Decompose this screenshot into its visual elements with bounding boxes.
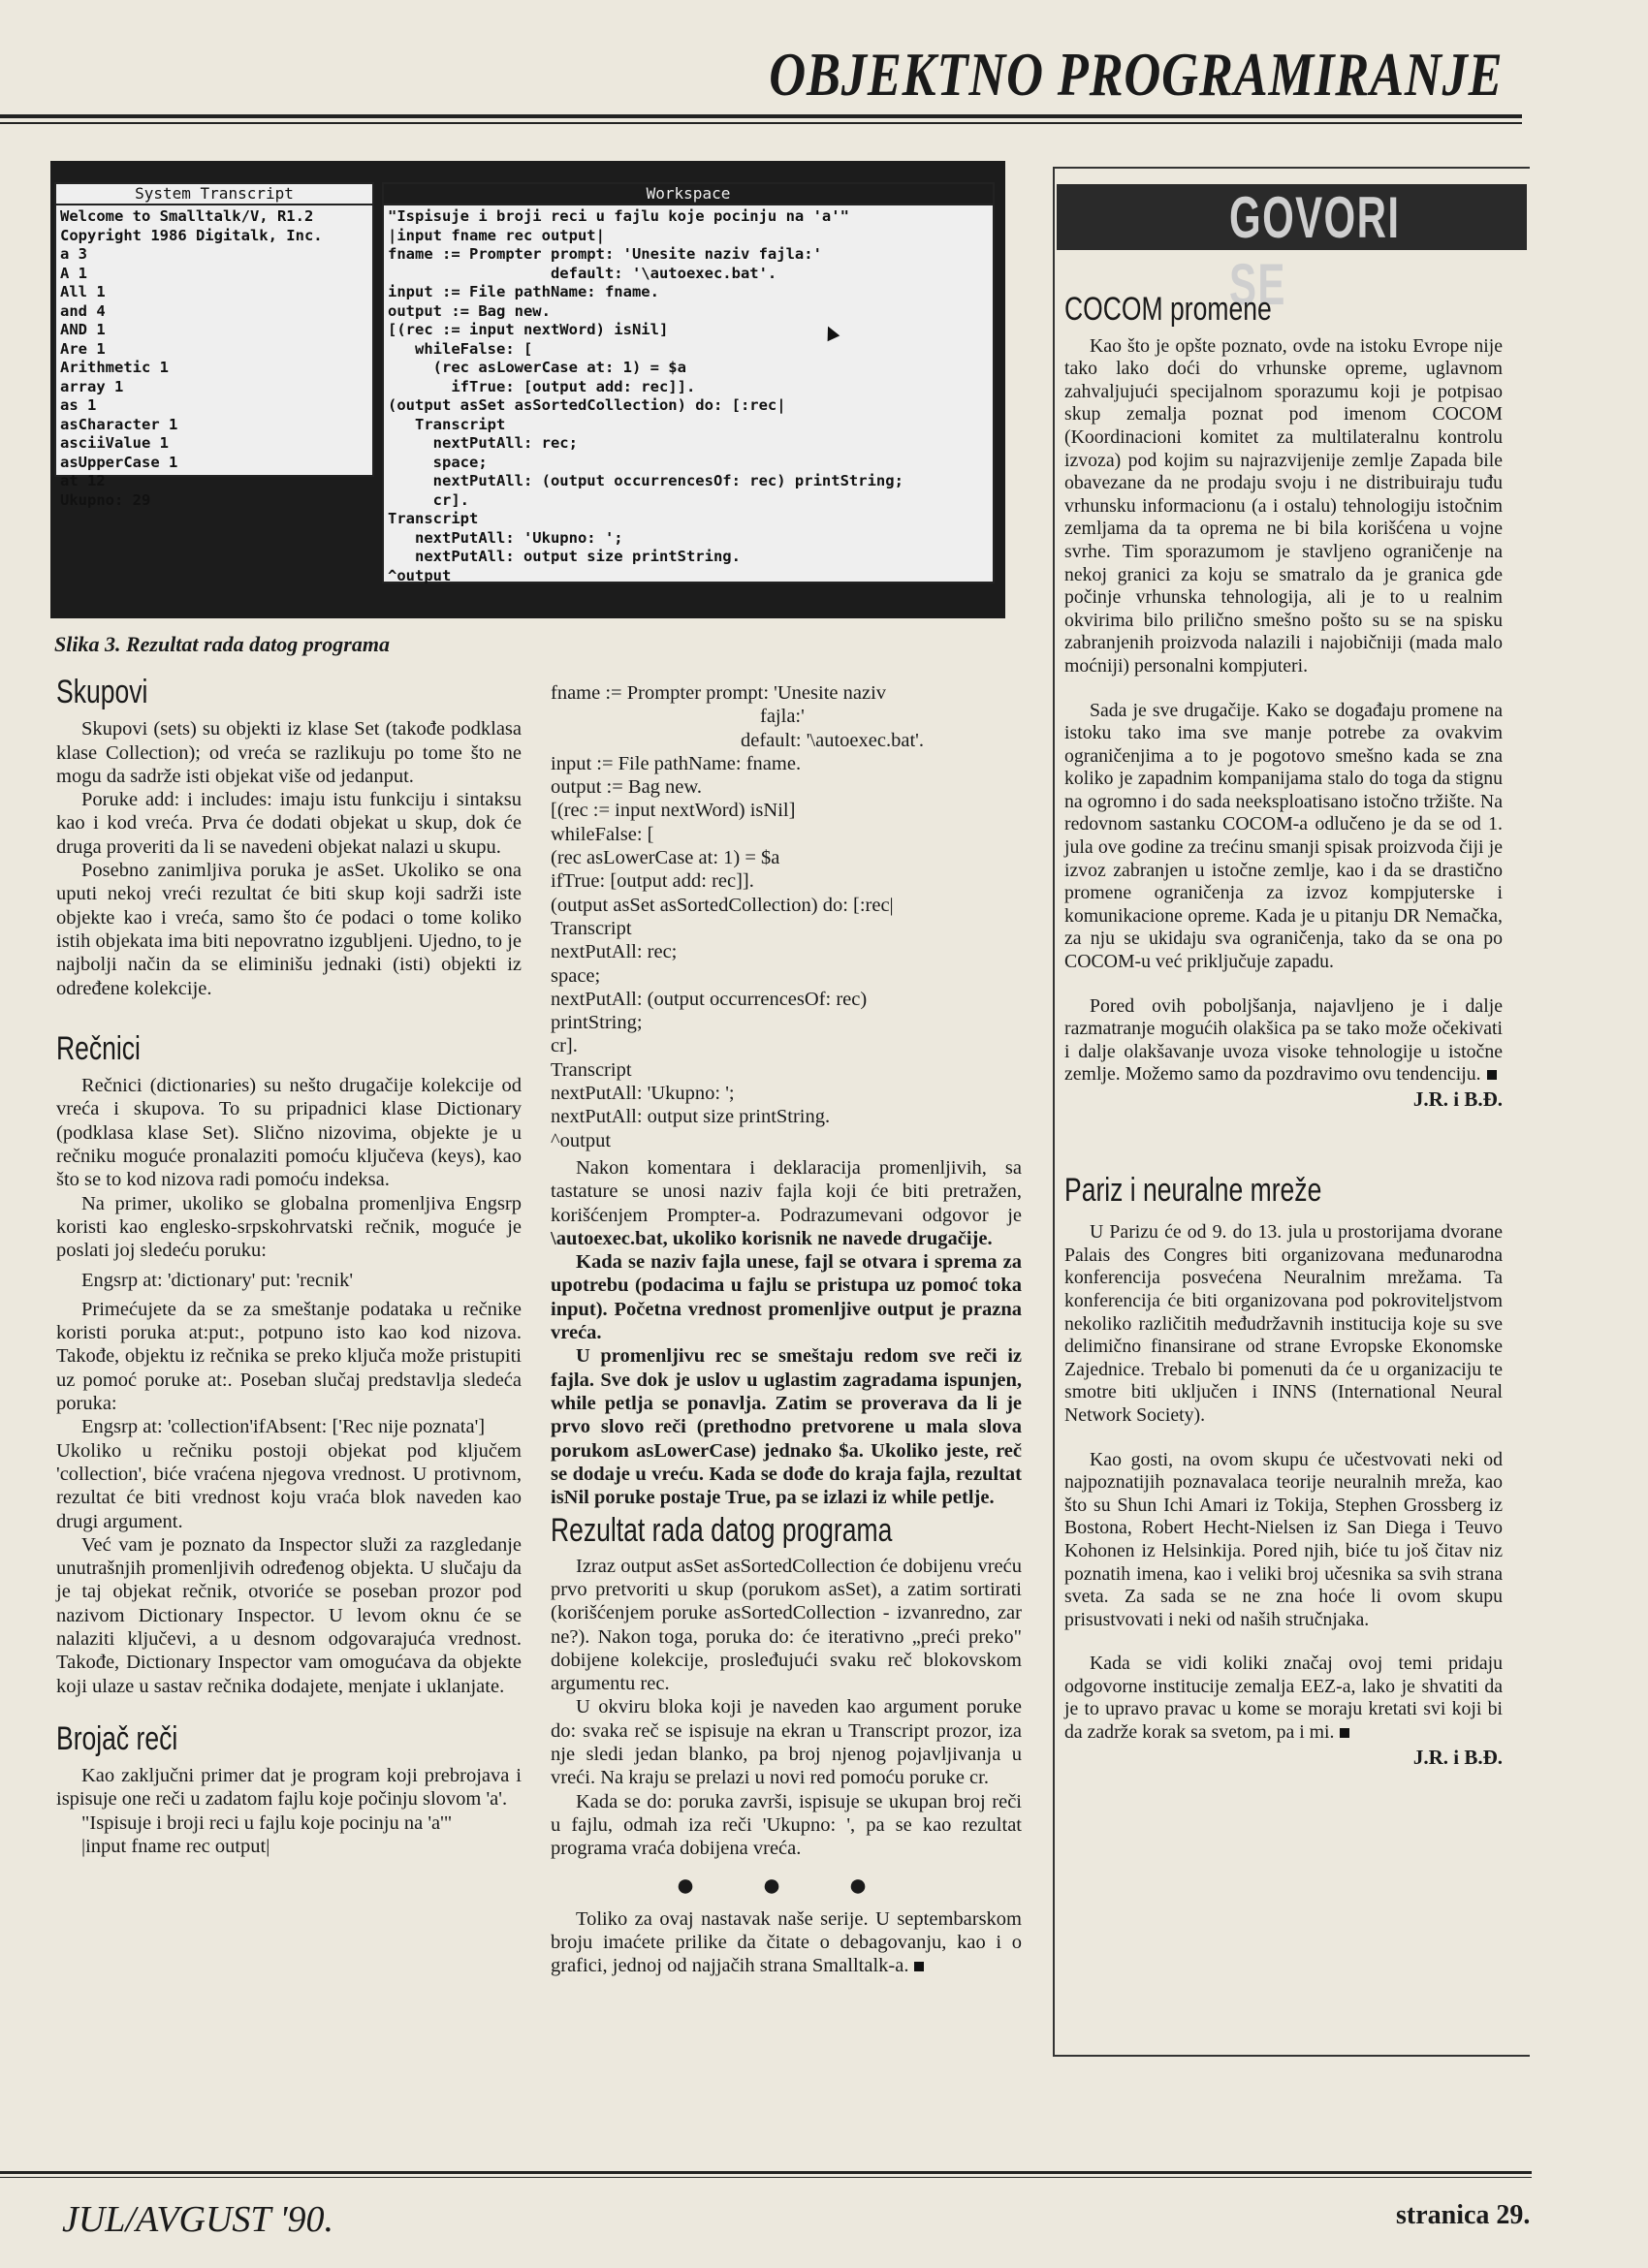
workspace-window xyxy=(382,182,995,583)
window-title: System Transcript xyxy=(56,184,372,205)
code-example: Engsrp at: 'collection'ifAbsent: ['Rec nije poznata'] xyxy=(81,1416,486,1438)
code-line: ifTrue: [output add: rec]]. xyxy=(551,870,754,893)
paragraph: Kao zaključni primer dat je program koji prebrojava i ispisuje one reči u zadatom fajlu koje počinju slovom 'a'. xyxy=(56,1765,522,1811)
column-1 xyxy=(56,674,522,1858)
paragraph: U okviru bloka koji je naveden kao argument poruke do: svaka reč se ispisuje na ekran u Transcript prozor, iza nje sledi jedan blanko, pa broj njenog pojavljivanja u vreći. Na kraju se prelazi u novi red pomoću poruke cr. xyxy=(551,1696,1022,1789)
banner-text: GOVORI SE xyxy=(1229,185,1401,317)
column-sidebar xyxy=(1064,291,1503,1769)
heading-pariz: Pariz i neuralne mreže xyxy=(1064,1171,1322,1209)
code-line: Transcript xyxy=(551,1058,632,1081)
code-listing xyxy=(551,681,1022,1152)
code-example: Engsrp at: 'dictionary' put: 'recnik' xyxy=(81,1269,354,1291)
paragraph: Kada se naziv fajla unese, fajl se otvara i sprema za upotrebu (podacima u fajlu se pristupa uz pomoć toka input). Početna vrednost promenljive output je prazna vreća. xyxy=(551,1251,1022,1344)
paragraph xyxy=(1064,995,1503,1087)
paragraph: Već vam je poznato da Inspector služi za razgledanje unutrašnjih promenljivih određenog objekta. U slučaju da je taj objekat rečnik, otvoriće se poseban prozor pod nazivom Dictionary Inspector. U levom oknu će se nalaziti ključevi, a u desnom odgovarajuća vrednost. Takođe, Dictionary Inspector vam omogućava da objekte koji ulaze u sastav rečnika dodajete, menjate i uklanjate. xyxy=(56,1533,522,1697)
author-signature: J.R. i B.Đ. xyxy=(1412,1087,1503,1111)
section-divider: ● ● ● xyxy=(675,1867,898,1904)
end-mark-icon xyxy=(914,1962,924,1971)
paragraph: Skupovi (sets) su objekti iz klase Set (takođe podklasa klase Collection); od vreća se razlikuju po tome što ne mogu da sadrže isti objekat više od jedanput. xyxy=(56,718,522,787)
paragraph: Kao što je opšte poznato, ovde na istoku Evrope nije tako lako doći do vrhunske opreme, uglavnom zahvaljujući specijalnom sporazumu koji je potpisao skup zemalja poznat pod imenom COCOM (Koordinacioni komitet za multilateralnu kontrolu izvoza) pod kojim su najrazvijenije zemlje Zapada bile obavezane da ne prodaju svoju i ne distribuiraju tuđu vrhunsku informacionu (a i ostalu) tehnologiju istočnim zemljama da ta oprema ne bi bila korišćena u vojne svrhe. Tim sporazumom je stavljeno ograničenje na nekoj granici za koju se smatralo da je granica gde počinje vrhunska tehnologija, ali je to u realnim okvirima bilo prilično smešno pošto su se na spisku zabranjenih proizvoda nalazili i najobičniji (mada malo moćniji) personalni kompjuteri. xyxy=(1064,334,1503,677)
code-line: fname := Prompter prompt: 'Unesite naziv xyxy=(551,682,887,704)
code-line: nextPutAll: 'Ukupno: '; xyxy=(551,1083,735,1105)
code-line: (rec asLowerCase at: 1) = $a xyxy=(551,847,780,869)
heading-recnici: Rečnici xyxy=(56,1029,141,1067)
text-run: Toliko za ovaj nastavak naše serije. U septembarskom broju imaćete prilike da čitate o debagovanju, kao i o grafici, jednoj od najjačih strana Smalltalk-a. xyxy=(551,1907,1022,1977)
code-line: whileFalse: [ xyxy=(551,823,654,845)
issue-date: JUL/AVGUST '90. xyxy=(62,2199,333,2240)
code-line: (output asSet asSortedCollection) do: [:rec| xyxy=(551,894,894,916)
code-line: cr]. xyxy=(551,1035,578,1057)
end-mark-icon xyxy=(1487,1070,1497,1080)
author-signature: J.R. i B.Đ. xyxy=(1412,1745,1503,1769)
header-rule xyxy=(0,122,1522,124)
paragraph: Kao gosti, na ovom skupu će učestvovati neki od najpoznatijih poznavalaca teorije neuralnih mreža, kao što su Shun Ichi Amari iz Tokija, Stephen Grossberg iz Bostona, Robert Hecht-Nielsen iz San Diega i Teuvo Kohonen iz Helsinkija. Pored njih, biće tu još čitav niz poznatih imena, kao i veliki broj učesnika sa svih strana sveta. Za sada se ne zna hoće li ovom skupu prisustvovati i neki od naših stručnjaka. xyxy=(1064,1448,1503,1630)
code-line: nextPutAll: (output occurrencesOf: rec) xyxy=(551,988,868,1010)
heading-cocom: COCOM promene xyxy=(1064,291,1272,328)
paragraph xyxy=(1064,1653,1503,1744)
header-rule xyxy=(0,114,1522,118)
paragraph: U Parizu će od 9. do 13. jula u prostorijama dvorane Palais des Congres biti organizovana međunarodna konferencija posvećena Neuralnim mrežama. Ta konferencija će biti organizovana pod pokroviteljstvom nekoliko različitih međudržavnih institucija koje su sve delimično finansirane od strane Evropske Ekonomske Zajednice. Trebalo bi pomenuti da će u organizaciju te smotre biti uključen i INNS (International Neural Network Society). xyxy=(1064,1221,1503,1426)
workspace-text: "Ispisuje i broji reci u fajlu koje pocinju na 'a'" |input fname rec output| fname := Prompter prompt: 'Unesite naziv fajla:' default: '\autoexec.bat'. input := File pathName: fname. output := Bag new. [(rec := input nextWord) isNil] whileFalse: [ (rec asLowerCase at: 1) = $a ifTrue: [output add: rec]]. (output asSet asSortedCollection) do: [:rec| Transcript nextPutAll: rec; space; nextPutAll: (output occurrencesOf: rec) printString; cr]. Transcript nextPutAll: 'Ukupno: '; nextPutAll: output size printString. ^output xyxy=(388,207,903,584)
code-line: Transcript xyxy=(551,917,632,939)
text-run: Kada se vidi koliki značaj ovoj temi pridaju odgovorne institucije zemalja EEZ-a, lako je shvatiti da je to upravo pravac u kome se moraju kretati svi koji bi da zadrže korak sa svetom, pa i mi. xyxy=(1064,1653,1503,1744)
text-run-bold: \autoexec.bat, ukoliko korisnik ne navede drugačije. xyxy=(551,1227,993,1249)
page-number: stranica 29. xyxy=(1396,2200,1531,2230)
paragraph: Ukoliko u rečniku postoji objekat pod ključem 'collection', biće vraćena njegova vrednost. U protivnom, rezultat će biti vrednost koju vraća blok naveden kao drugi argument. xyxy=(56,1439,522,1532)
end-mark-icon xyxy=(1340,1728,1349,1738)
paragraph: Kada se do: poruka završi, ispisuje se ukupan broj reči u fajlu, odmah iza reči 'Ukupno: ', pa se kao rezultat programa vraća dobijena vreća. xyxy=(551,1790,1022,1860)
window-title: Workspace xyxy=(384,184,993,205)
column-2 xyxy=(551,681,1022,1978)
text-run: Pored ovih poboljšanja, najavljeno je i dalje razmatranje mogućih olakšica pa se tako može očekivati i dalje olakšavanje uvoza visoke tehnologije u istočne zemlje. Možemo samo da pozdravimo ovu tendenciju. xyxy=(1064,994,1503,1086)
code-line: ^output xyxy=(551,1129,612,1151)
code-line: output := Bag new. xyxy=(551,776,702,799)
paragraph xyxy=(551,1907,1022,1978)
heading-skupovi: Skupovi xyxy=(56,674,148,710)
code-line: space; xyxy=(551,964,601,987)
code-line: input := File pathName: fname. xyxy=(551,752,802,774)
transcript-text: Welcome to Smalltalk/V, R1.2 Copyright 1986 Digitalk, Inc. a 3 A 1 All 1 and 4 AND 1 Are 1 Arithmetic 1 array 1 as 1 asCharacter 1 asciiValue 1 asUpperCase 1 at 12 Ukupno: 29 xyxy=(60,207,323,509)
footer-rule xyxy=(0,2177,1532,2178)
text-run: Nakon komentara i deklaracija promenljivih, sa tastature se unosi naziv fajla koji će biti pretražen, korišćenjem Prompter-a. Podrazumevani odgovor je xyxy=(551,1156,1022,1226)
code-line: [(rec := input nextWord) isNil] xyxy=(551,800,796,822)
program-screenshot xyxy=(50,161,1005,618)
code-line: nextPutAll: rec; xyxy=(551,941,678,963)
code-line: fajla:' xyxy=(760,706,805,728)
code-line: printString; xyxy=(551,1012,643,1034)
heading-rezultat: Rezultat rada datog programa xyxy=(551,1512,893,1550)
paragraph: Sada je sve drugačije. Kako se događaju promene na istoku tako ima sve manje potrebe za ovakvim ograničenjima a to je pogotovo smešno kada se zna koliko je zapadnim kompanijama stalo do toga da stignu na ogromno i do sada neeksploatisano istočno tržište. Na redovnom sastanku COCOM-a odlučeno je da se od 1. jula ove godine za trećinu smanji spisak proizvoda čiji je izvoz zabranjen u istočne zemlje, kao i da se drastično promene ograničenja za izvoz kompjuterske i komunikacione opreme. Kada je u pitanju DR Nemačka, za nju se ukidaju sva ograničenja, tako da se ona po COCOM-u već priključuje zapadu. xyxy=(1064,699,1503,973)
footer-rule xyxy=(0,2171,1532,2174)
system-transcript-window xyxy=(54,182,374,509)
paragraph: Izraz output asSet asSortedCollection će dobijenu vreću prvo pretvoriti u skup (porukom asSet), a zatim sortirati (korišćenjem poruke asSortedCollection - izvanredno, zar ne?). Nakon toga, poruka do: će iterativno „preći preko" dobijene kolekcije, prosleđujući svaku reč blokovskom argumentu rec. xyxy=(551,1555,1022,1695)
paragraph: Posebno zanimljiva poruka je asSet. Ukoliko se ona uputi nekoj vreći rezultat će biti skup koji sadrži iste objekte kao i vreća, samo što će podaci o tome koliko istih objekata ima biti nepovratno izgubljeni. Ujedno, to je najbolji način da se eliminišu jednaki (isti) objekti iz određene kolekcije. xyxy=(56,860,522,999)
paragraph: Na primer, ukoliko se globalna promenljiva Engsrp koristi kao englesko-srpskohrvatski rečnik, moguće je poslati joj sledeću poruku: xyxy=(56,1192,522,1262)
heading-brojac-reci: Brojač reči xyxy=(56,1719,178,1757)
section-title: OBJEKTNO PROGRAMIRANJE xyxy=(768,40,1503,109)
code-line: nextPutAll: output size printString. xyxy=(551,1106,831,1128)
paragraph: U promenljivu rec se smeštaju redom sve reči iz fajla. Sve dok je uslov u uglastim zagradama ispunjen, while petlja se ponavlja. Zatim se proverava da li je prvo slovo reči (prethodno pretvorene u mala slova porukom asLowerCase) jednako $a. Ukoliko jeste, reč se dodaje u vreću. Kada se dođe do kraja fajla, rezultat isNil poruke postaje True, pa se izlazi iz while petlje. xyxy=(551,1345,1022,1509)
paragraph: Primećujete da se za smeštanje podataka u rečnike koristi poruka at:put:, potpuno isto kao kod nizova. Takođe, objektu iz rečnika se preko ključa može pristupiti uz pomoć poruke at:. Poseban slučaj predstavlja sledeća poruka: xyxy=(56,1298,522,1415)
paragraph xyxy=(551,1156,1022,1250)
figure-caption: Slika 3. Rezultat rada datog programa xyxy=(54,632,390,656)
code-line: default: '\autoexec.bat'. xyxy=(741,729,924,751)
code-comment: "Ispisuje i broji reci u fajlu koje pocinju na 'a'" xyxy=(81,1811,453,1834)
code-declaration: |input fname rec output| xyxy=(81,1836,270,1858)
paragraph: Rečnici (dictionaries) su nešto drugačije kolekcije od vreća i skupova. To su pripadnici klase Dictionary (podklasa klase Set). Slično nizovima, objekte je u rečniku moguće pronalaziti pomoću ključeva (keys), kao što se to kod nizova radi pomoću indeksa. xyxy=(56,1075,522,1191)
paragraph: Poruke add: i includes: imaju istu funkciju i sintaksu kao i kod vreća. Prva će dodati objekat u skup, dok će druga proveriti da li se navedeni objekat nalazi u skupu. xyxy=(56,789,522,858)
